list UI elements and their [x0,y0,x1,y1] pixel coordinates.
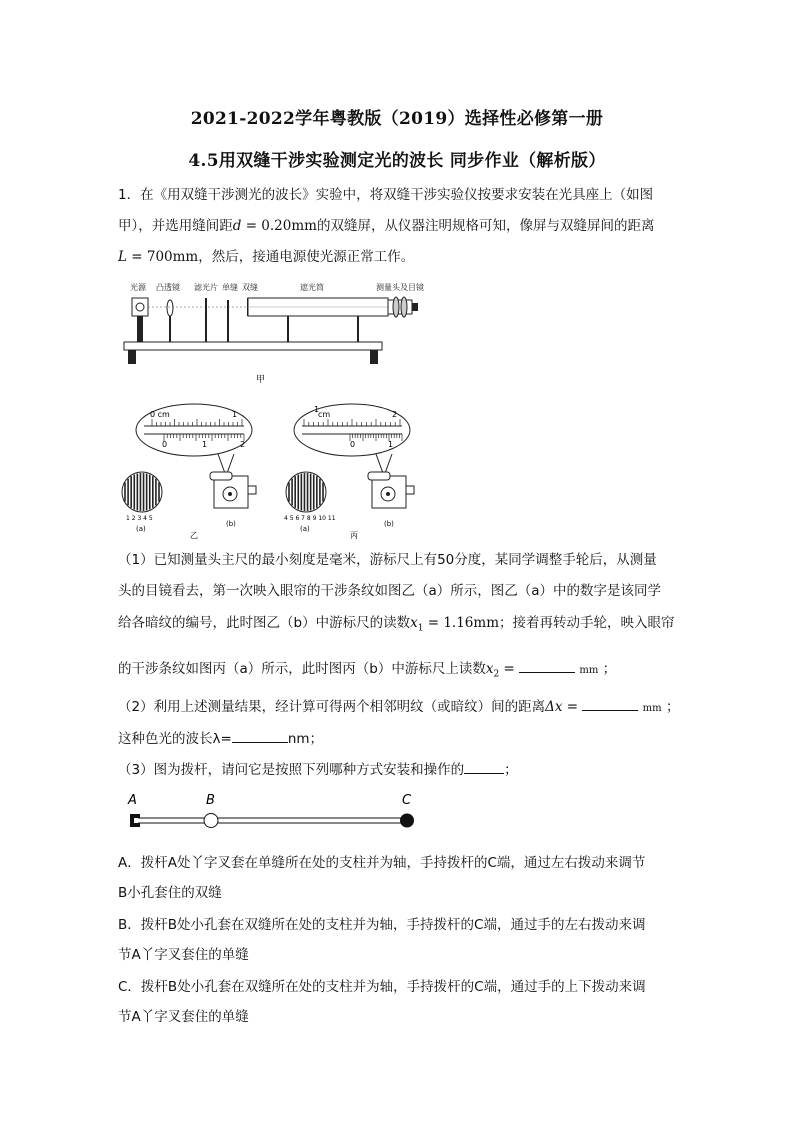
caption-yi: 乙 [190,531,198,540]
document-title-line1: 2021-2022学年粤教版（2019）选择性必修第一册 [190,109,604,129]
option-b-line1: B．拨杆B处小孔套在双缝所在处的支柱并为轴，手持拨杆的C端，通过手的左右拨动来调 [118,917,646,933]
var-x1: x [410,615,418,631]
bing-fringe-numbers: 4 5 6 7 8 9 10 11 [284,515,336,522]
lever-end-c [400,814,414,828]
bing-sub-a: (a) [300,525,310,533]
lever-label-c: C [402,793,412,808]
var-d: d [232,218,242,234]
label-filter: 滤光片 [194,283,218,292]
option-c-line1: C．拨杆B处小孔套在双缝所在处的支柱并为轴，手持拨杆的C端，通过手的上下拨动来调 [118,979,646,995]
answer-blank-wavelength[interactable] [232,728,288,743]
yi-fringe-numbers: 1 2 3 4 5 [126,515,153,522]
yi-sub-b: (b) [226,520,236,528]
bing-main-tick-label-1: 1 [314,405,320,414]
caption-bing: 丙 [350,531,358,540]
lever-label-a: A [128,793,137,808]
var-x2: x [485,661,494,677]
yi-vernier-label-1: 1 [202,440,208,449]
yi-vernier-label-0: 0 [162,440,168,449]
q1-line1: 1．在《用双缝干涉测光的波长》实验中，将双缝干涉实验仪按要求安装在光具座上（如图 [118,187,654,203]
option-a-line2: B小孔套住的双缝 [118,885,222,901]
label-measuring-head: 测量头及目镜 [376,283,424,292]
yi-main-tick-label: 1 [232,410,238,419]
answer-blank-dx[interactable] [582,696,638,711]
caption-jia: 甲 [256,375,266,385]
var-dx: Δx [545,699,563,715]
yi-vernier-label-2: 2 [240,440,246,449]
bing-vernier-label-1: 1 [388,440,394,449]
q1-sub1-line4: 的干涉条纹如图丙（a）所示，此时图丙（b）中游标尺上读数$x_2$ = mm ； [118,658,616,685]
q1-sub1-line3: 给各暗纹的编号，此时图乙（b）中游标尺的读数$x_1 = 1.16mm$；接着再转动手轮，映入眼帘 [118,615,675,634]
q1-sub2-line1: （2）利用上述测量结果，经计算可得两个相邻明纹（或暗纹）间的距离Δx = mm ； [118,696,679,719]
answer-blank-x2[interactable] [519,658,575,673]
lever-label-b: B [206,793,215,808]
document-title-line2: 4.5用双缝干涉实验测定光的波长 同步作业（解析版） [188,151,606,171]
label-light-source: 光源 [130,283,146,292]
label-double-slit: 双缝 [242,283,258,292]
figure-bing [284,404,414,540]
option-b-line2: 节A丫字叉套住的单缝 [118,947,249,963]
lever-hole-b [204,814,218,828]
bing-scale-unit: cm [318,410,331,419]
lever-fork-a [130,814,140,827]
q1-line3: L = 700mm，然后，接通电源使光源正常工作。 [118,249,415,265]
var-L: L [118,249,127,265]
yi-scale-unit: 0 cm [150,410,170,419]
option-a-line1: A．拨杆A处丫字叉套在单缝所在处的支柱并为轴，手持拨杆的C端，通过左右拨动来调节 [118,855,646,871]
figure-yi-bing-vernier [118,400,428,540]
bing-sub-b: (b) [384,520,394,528]
yi-sub-a: (a) [136,525,146,533]
option-c-line2: 节A丫字叉套住的单缝 [118,1009,249,1025]
answer-blank-sub3[interactable] [464,759,504,774]
figure-jia-optical-bench [118,276,424,386]
q1-sub3-line1: （3）图为拨杆，请问它是按照下列哪种方式安装和操作的 ； [118,759,518,780]
label-light-tube: 遮光筒 [300,283,324,292]
bing-vernier-label-0: 0 [350,440,356,449]
label-convex-lens: 凸透镜 [156,283,180,292]
q1-sub1-line1: （1）已知测量头主尺的最小刻度是毫米，游标尺上有50分度，某同学调整手轮后，从测量 [118,552,657,568]
label-single-slit: 单缝 [222,283,238,292]
q1-line2: 甲），并选用缝间距d = 0.20mm的双缝屏，从仪器注明规格可知，像屏与双缝屏间的距离 [118,218,655,234]
q1-sub2-line2: 这种色光的波长λ= nm； [118,728,323,749]
figure-lever [118,790,428,836]
bing-main-tick-label-2: 2 [392,410,398,419]
q1-sub1-line2: 头的目镜看去，第一次映入眼帘的干涉条纹如图乙（a）所示，图乙（a）中的数字是该同学 [118,583,662,599]
figure-yi [122,404,256,540]
